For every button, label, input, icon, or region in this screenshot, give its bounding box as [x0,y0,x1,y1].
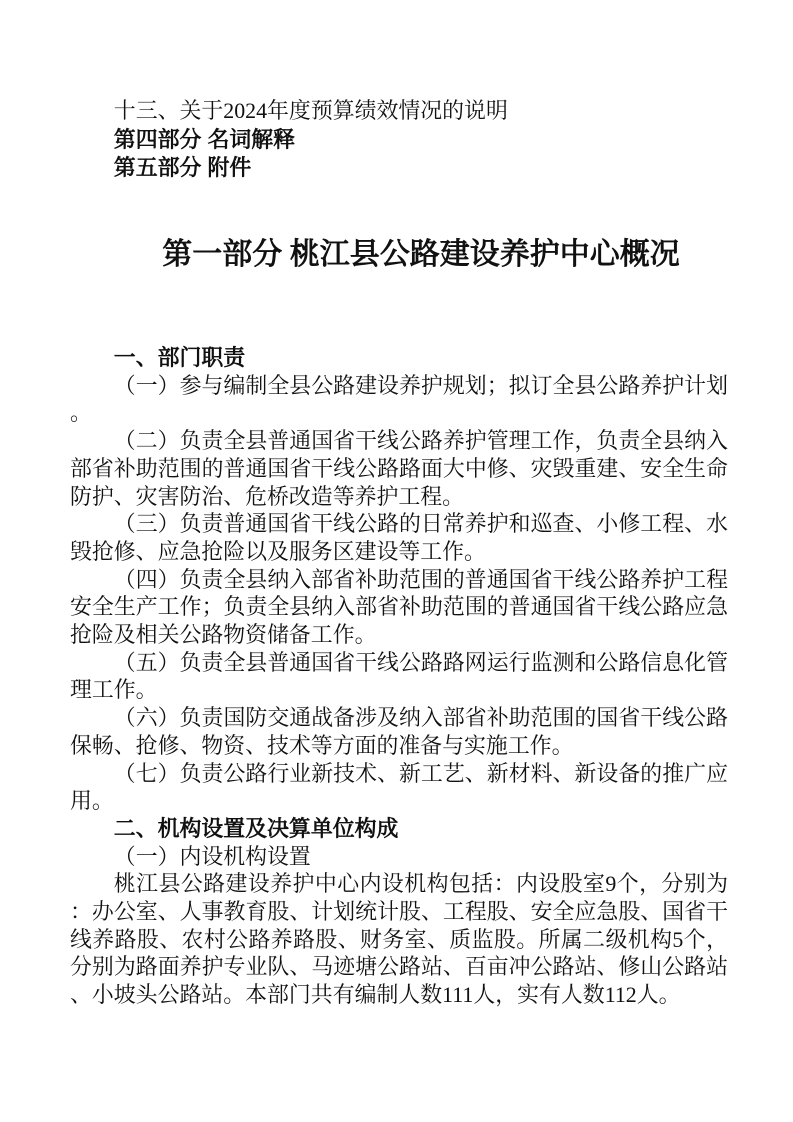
body-paragraph: （六）负责国防交通战备涉及纳入部省补助范围的国省干线公路保畅、抢修、物资、技术等方面的准备与实施工作。 [70,705,728,758]
toc-line: 十三、关于2024年度预算绩效情况的说明 [113,98,508,123]
body-paragraph: 一、部门职责 [113,345,246,370]
page-title: 第一部分 桃江县公路建设养护中心概况 [162,238,680,271]
body-paragraph: （七）负责公路行业新技术、新工艺、新材料、新设备的推广应用。 [70,760,728,814]
body-paragraph: （一）参与编制全县公路建设养护规划；拟订全县公路养护计划。 [70,372,728,426]
body-paragraph: （二）负责全县普通国省干线公路养护管理工作，负责全县纳入部省补助范围的普通国省干线公路路面大中修、灾毁重建、安全生命防护、灾害防治、危桥改造等养护工程。 [70,428,728,509]
toc-line: 第五部分 附件 [113,155,252,180]
body-paragraph: （一）内设机构设置 [113,843,311,869]
body-paragraph: （三）负责普通国省干线公路的日常养护和巡查、小修工程、水毁抢修、应急抢险以及服务区建设等工作。 [70,511,728,564]
body-paragraph: （五）负责全县普通国省干线公路路网运行监测和公路信息化管理工作。 [70,649,728,703]
body-paragraph: 桃江县公路建设养护中心内设机构包括：内设股室9个，分别为：办公室、人事教育股、计划统计股、工程股、安全应急股、国省干线养路股、农村公路养路股、财务室、质监股。所属二级机构5个，分别为路面养护专业队、马迹塘公路站、百亩冲公路站、修山公路站、小坡头公路站。本部门共有编制人数111人，实有人数112人。 [70,871,728,1008]
toc-line: 第四部分 名词解释 [113,126,296,152]
body-paragraph: 二、机构设置及决算单位构成 [113,815,399,841]
toc-section [70,97,728,183]
body-paragraph: （四）负责全县纳入部省补助范围的普通国省干线公路养护工程安全生产工作；负责全县纳入部省补助范围的普通国省干线公路应急抢险及相关公路物资储备工作。 [70,566,728,648]
document-body [70,344,728,1009]
